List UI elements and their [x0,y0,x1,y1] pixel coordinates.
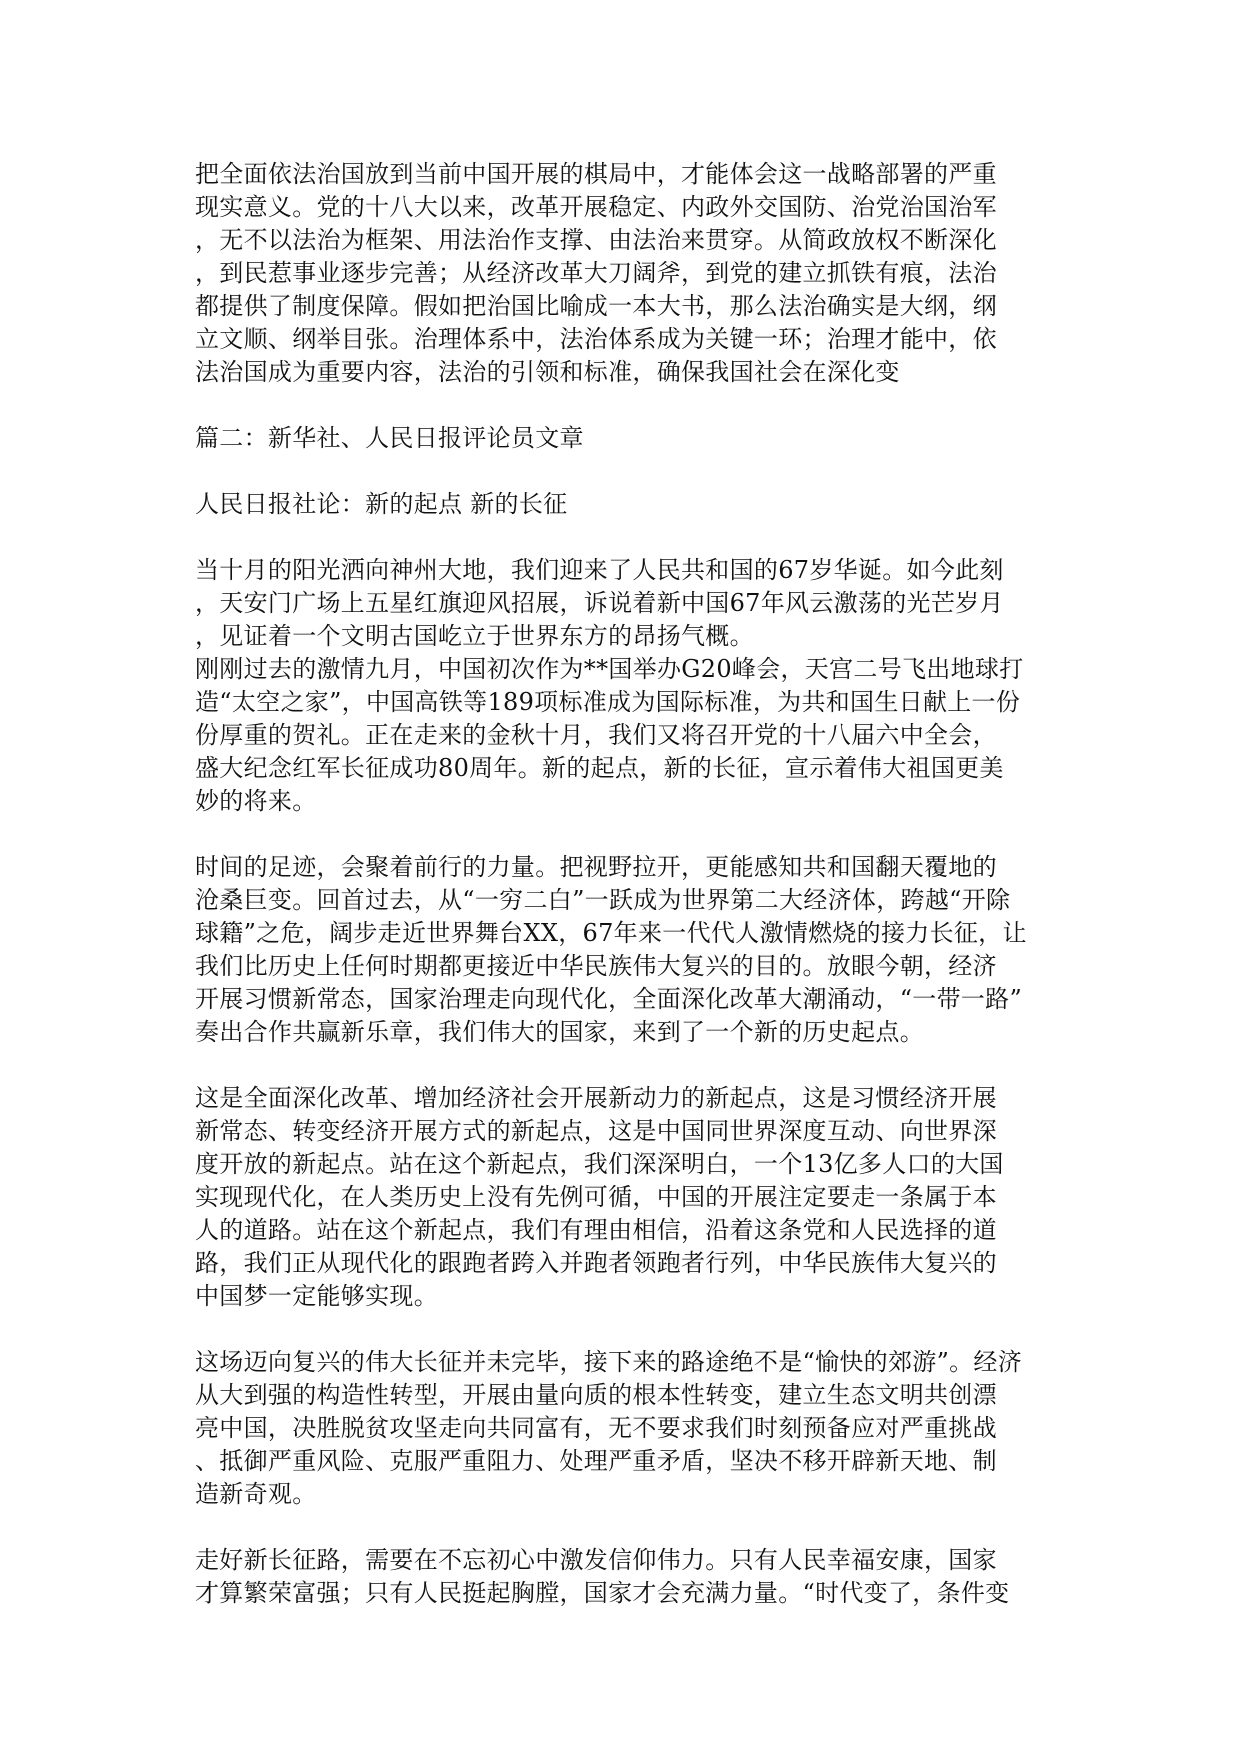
paragraph-gap [195,818,1045,851]
text-line: 度开放的新起点。站在这个新起点，我们深深明白，一个13亿多人口的大国 [195,1150,1004,1178]
paragraph [195,1544,1045,1610]
text-line: 、抵御严重风险、克服严重阻力、处理严重矛盾，坚决不移开辟新天地、制 [195,1447,997,1475]
text-line: 奏出合作共赢新乐章，我们伟大的国家，来到了一个新的历史起点。 [195,1018,924,1046]
text-line: 球籍”之危，阔步走近世界舞台XX，67年来一代代人激情燃烧的接力长征，让 [195,919,1027,947]
text-line: 这场迈向复兴的伟大长征并未完毕，接下来的路途绝不是“愉快的郊游”。经济 [195,1348,1023,1376]
text-line: 当十月的阳光洒向神州大地，我们迎来了人民共和国的67岁华诞。如今此刻 [195,556,1004,584]
paragraph-intro [195,158,1045,389]
paragraph-gap [195,389,1045,422]
text-line: 沧桑巨变。回首过去，从“一穷二白”一跃成为世界第二大经济体，跨越“开除 [195,886,1011,914]
text-line: 人的道路。站在这个新起点，我们有理由相信，沿着这条党和人民选择的道 [195,1216,997,1244]
text-line: 造新奇观。 [195,1480,317,1508]
text-line: 从大到强的构造性转型，开展由量向质的根本性转变，建立生态文明共创漂 [195,1381,997,1409]
paragraph-gap [195,1511,1045,1544]
text-line: 亮中国，决胜脱贫攻坚走向共同富有，无不要求我们时刻预备应对严重挑战 [195,1414,997,1442]
text-line: ，见证着一个文明古国屹立于世界东方的昂扬气概。 [195,622,754,650]
paragraph [195,1082,1045,1313]
text-line: 立文顺、纲举目张。治理体系中，法治体系成为关键一环；治理才能中，依 [195,325,997,353]
text-line: 妙的将来。 [195,787,317,815]
paragraph [195,1346,1045,1511]
text-line: 把全面依法治国放到当前中国开展的棋局中，才能体会这一战略部署的严重 [195,160,997,188]
text-line: 刚刚过去的激情九月，中国初次作为**国举办G20峰会，天宫二号飞出地球打 [195,655,1024,683]
paragraph [195,554,1045,818]
text-line: 新常态、转变经济开展方式的新起点，这是中国同世界深度互动、向世界深 [195,1117,997,1145]
text-line: ，到民惹事业逐步完善；从经济改革大刀阔斧，到党的建立抓铁有痕，法治 [195,259,997,287]
text-line: 路，我们正从现代化的跟跑者跨入并跑者领跑者行列，中华民族伟大复兴的 [195,1249,997,1277]
text-line: 篇二：新华社、人民日报评论员文章 [195,424,584,452]
paragraph-gap [195,1313,1045,1346]
text-line: 实现现代化，在人类历史上没有先例可循，中国的开展注定要走一条属于本 [195,1183,997,1211]
text-line: 法治国成为重要内容，法治的引领和标准，确保我国社会在深化变 [195,358,900,386]
text-line: 盛大纪念红军长征成功80周年。新的起点，新的长征，宣示着伟大祖国更美 [195,754,1004,782]
text-line: 我们比历史上任何时期都更接近中华民族伟大复兴的目的。放眼今朝，经济 [195,952,997,980]
text-line: 时间的足迹，会聚着前行的力量。把视野拉开，更能感知共和国翻天覆地的 [195,853,997,881]
text-line: 都提供了制度保障。假如把治国比喻成一本大书，那么法治确实是大纲，纲 [195,292,997,320]
paragraph-gap [195,521,1045,554]
paragraph [195,851,1045,1049]
text-line: 中国梦一定能够实现。 [195,1282,438,1310]
paragraph-gap [195,1049,1045,1082]
text-line: 造“太空之家”，中国高铁等189项标准成为国际标准，为共和国生日献上一份 [195,688,1021,716]
section-heading [195,422,1045,455]
document-page [195,158,1045,1610]
text-line: ，无不以法治为框架、用法治作支撑、由法治来贯穿。从简政放权不断深化 [195,226,997,254]
text-line: 份厚重的贺礼。正在走来的金秋十月，我们又将召开党的十八届六中全会， [195,721,997,749]
paragraph-gap [195,455,1045,488]
text-line: 走好新长征路，需要在不忘初心中激发信仰伟力。只有人民幸福安康，国家 [195,1546,997,1574]
text-line: ，天安门广场上五星红旗迎风招展，诉说着新中国67年风云激荡的光芒岁月 [195,589,1004,617]
text-line: 才算繁荣富强；只有人民挺起胸膛，国家才会充满力量。“时代变了，条件变 [195,1579,1010,1607]
text-line: 现实意义。党的十八大以来，改革开展稳定、内政外交国防、治党治国治军 [195,193,997,221]
text-line: 人民日报社论：新的起点 新的长征 [195,490,568,518]
article-title [195,488,1045,521]
text-line: 开展习惯新常态，国家治理走向现代化，全面深化改革大潮涌动，“一带一路” [195,985,1023,1013]
text-line: 这是全面深化改革、增加经济社会开展新动力的新起点，这是习惯经济开展 [195,1084,997,1112]
